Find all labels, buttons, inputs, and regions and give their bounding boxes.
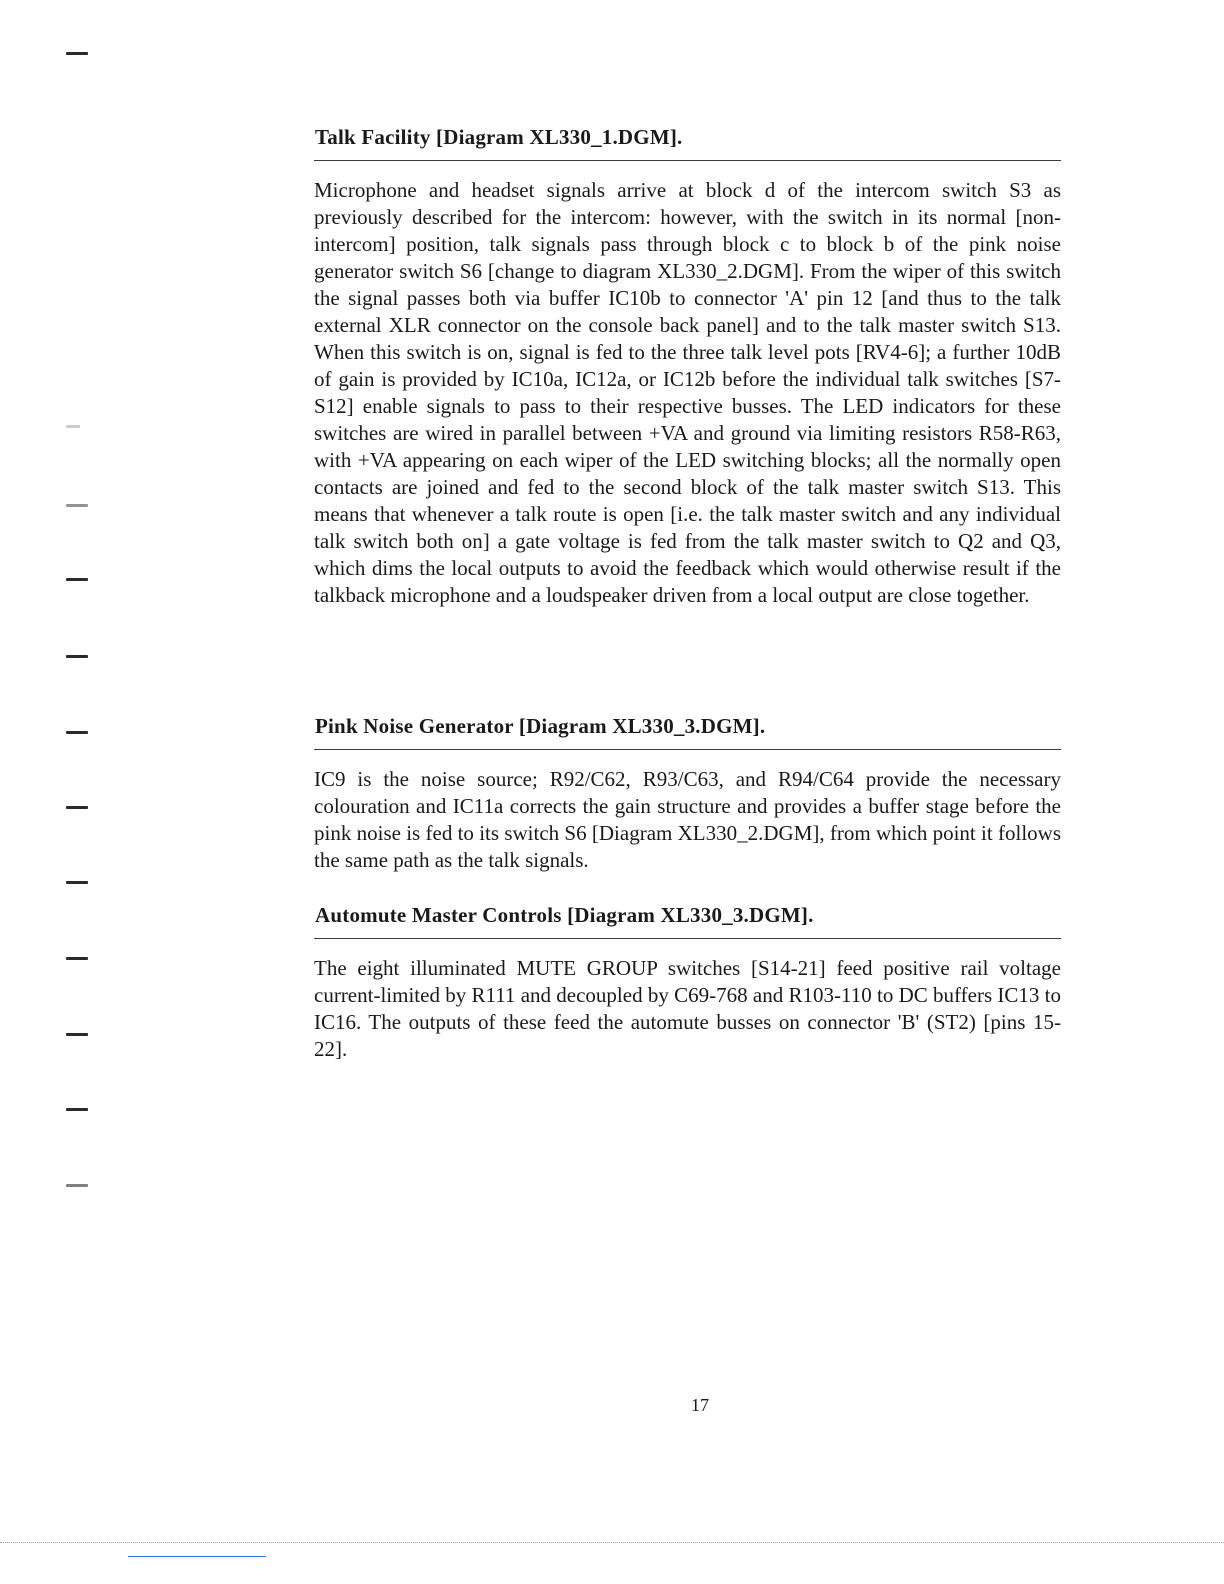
binding-mark: [66, 578, 88, 581]
section-heading: Automute Master Controls [Diagram XL330_3.DGM].: [315, 903, 814, 927]
heading-rule: [314, 938, 1061, 939]
binding-mark: [66, 731, 88, 734]
binding-mark: [66, 1108, 88, 1111]
binding-mark: [66, 425, 80, 428]
section-paragraph: Microphone and headset signals arrive at block d of the intercom switch S3 as previously described for the intercom: however, with the switch in its normal [non-intercom] position, talk signals pass through block c to block b of the pink noise generator switch S6 [change to diagram XL330_2.DGM]. From the wiper of this switch the signal passes both via buffer IC10b to connector 'A' pin 12 [and thus to the talk external XLR connector on the console back panel] and to the talk master switch S13. When this switch is on, signal is fed to the three talk level pots [RV4-6]; a further 10dB of gain is provided by IC10a, IC12a, or IC12b before the individual talk switches [S7-S12] enable signals to pass to their respective busses. The LED indicators for these switches are wired in parallel between +VA and ground via limiting resistors R58-R63, with +VA appearing on each wiper of the LED switching blocks; all the normally open contacts are joined and fed to the second block of the talk master switch S13. This means that whenever a talk route is open [i.e. the talk master switch and any individual talk switch both on] a gate voltage is fed from the talk master switch to Q2 and Q3, which dims the local outputs to avoid the feedback which would otherwise result if the talkback microphone and a loudspeaker driven from a local output are close together.: [314, 178, 1061, 607]
binding-mark: [66, 881, 88, 884]
heading-rule: [314, 749, 1061, 750]
section-talk-facility: [314, 124, 1061, 609]
bottom-divider: [0, 1542, 1224, 1543]
binding-mark: [66, 957, 88, 960]
section-heading: Pink Noise Generator [Diagram XL330_3.DGM].: [315, 714, 766, 738]
binding-mark: [66, 655, 88, 658]
bottom-link-underline: [128, 1556, 266, 1557]
section-pink-noise-generator: [314, 713, 1061, 874]
heading-rule: [314, 160, 1061, 161]
page-number: 17: [691, 1395, 709, 1415]
binding-mark: [66, 806, 88, 809]
section-automute-master-controls: [314, 902, 1061, 1063]
section-paragraph: IC9 is the noise source; R92/C62, R93/C63, and R94/C64 provide the necessary colouration and IC11a corrects the gain structure and provides a buffer stage before the pink noise is fed to its switch S6 [Diagram XL330_2.DGM], from which point it follows the same path as the talk signals.: [314, 767, 1061, 872]
binding-mark: [66, 52, 88, 55]
section-paragraph: The eight illuminated MUTE GROUP switches [S14-21] feed positive rail voltage current-limited by R111 and decoupled by C69-768 and R103-110 to DC buffers IC13 to IC16. The outputs of these feed the automute busses on connector 'B' (ST2) [pins 15-22].: [314, 956, 1061, 1061]
binding-mark: [66, 1033, 88, 1036]
binding-mark: [66, 504, 88, 507]
section-heading: Talk Facility [Diagram XL330_1.DGM].: [315, 125, 683, 149]
binding-mark: [66, 1184, 88, 1187]
binding-marks: [66, 0, 96, 1584]
